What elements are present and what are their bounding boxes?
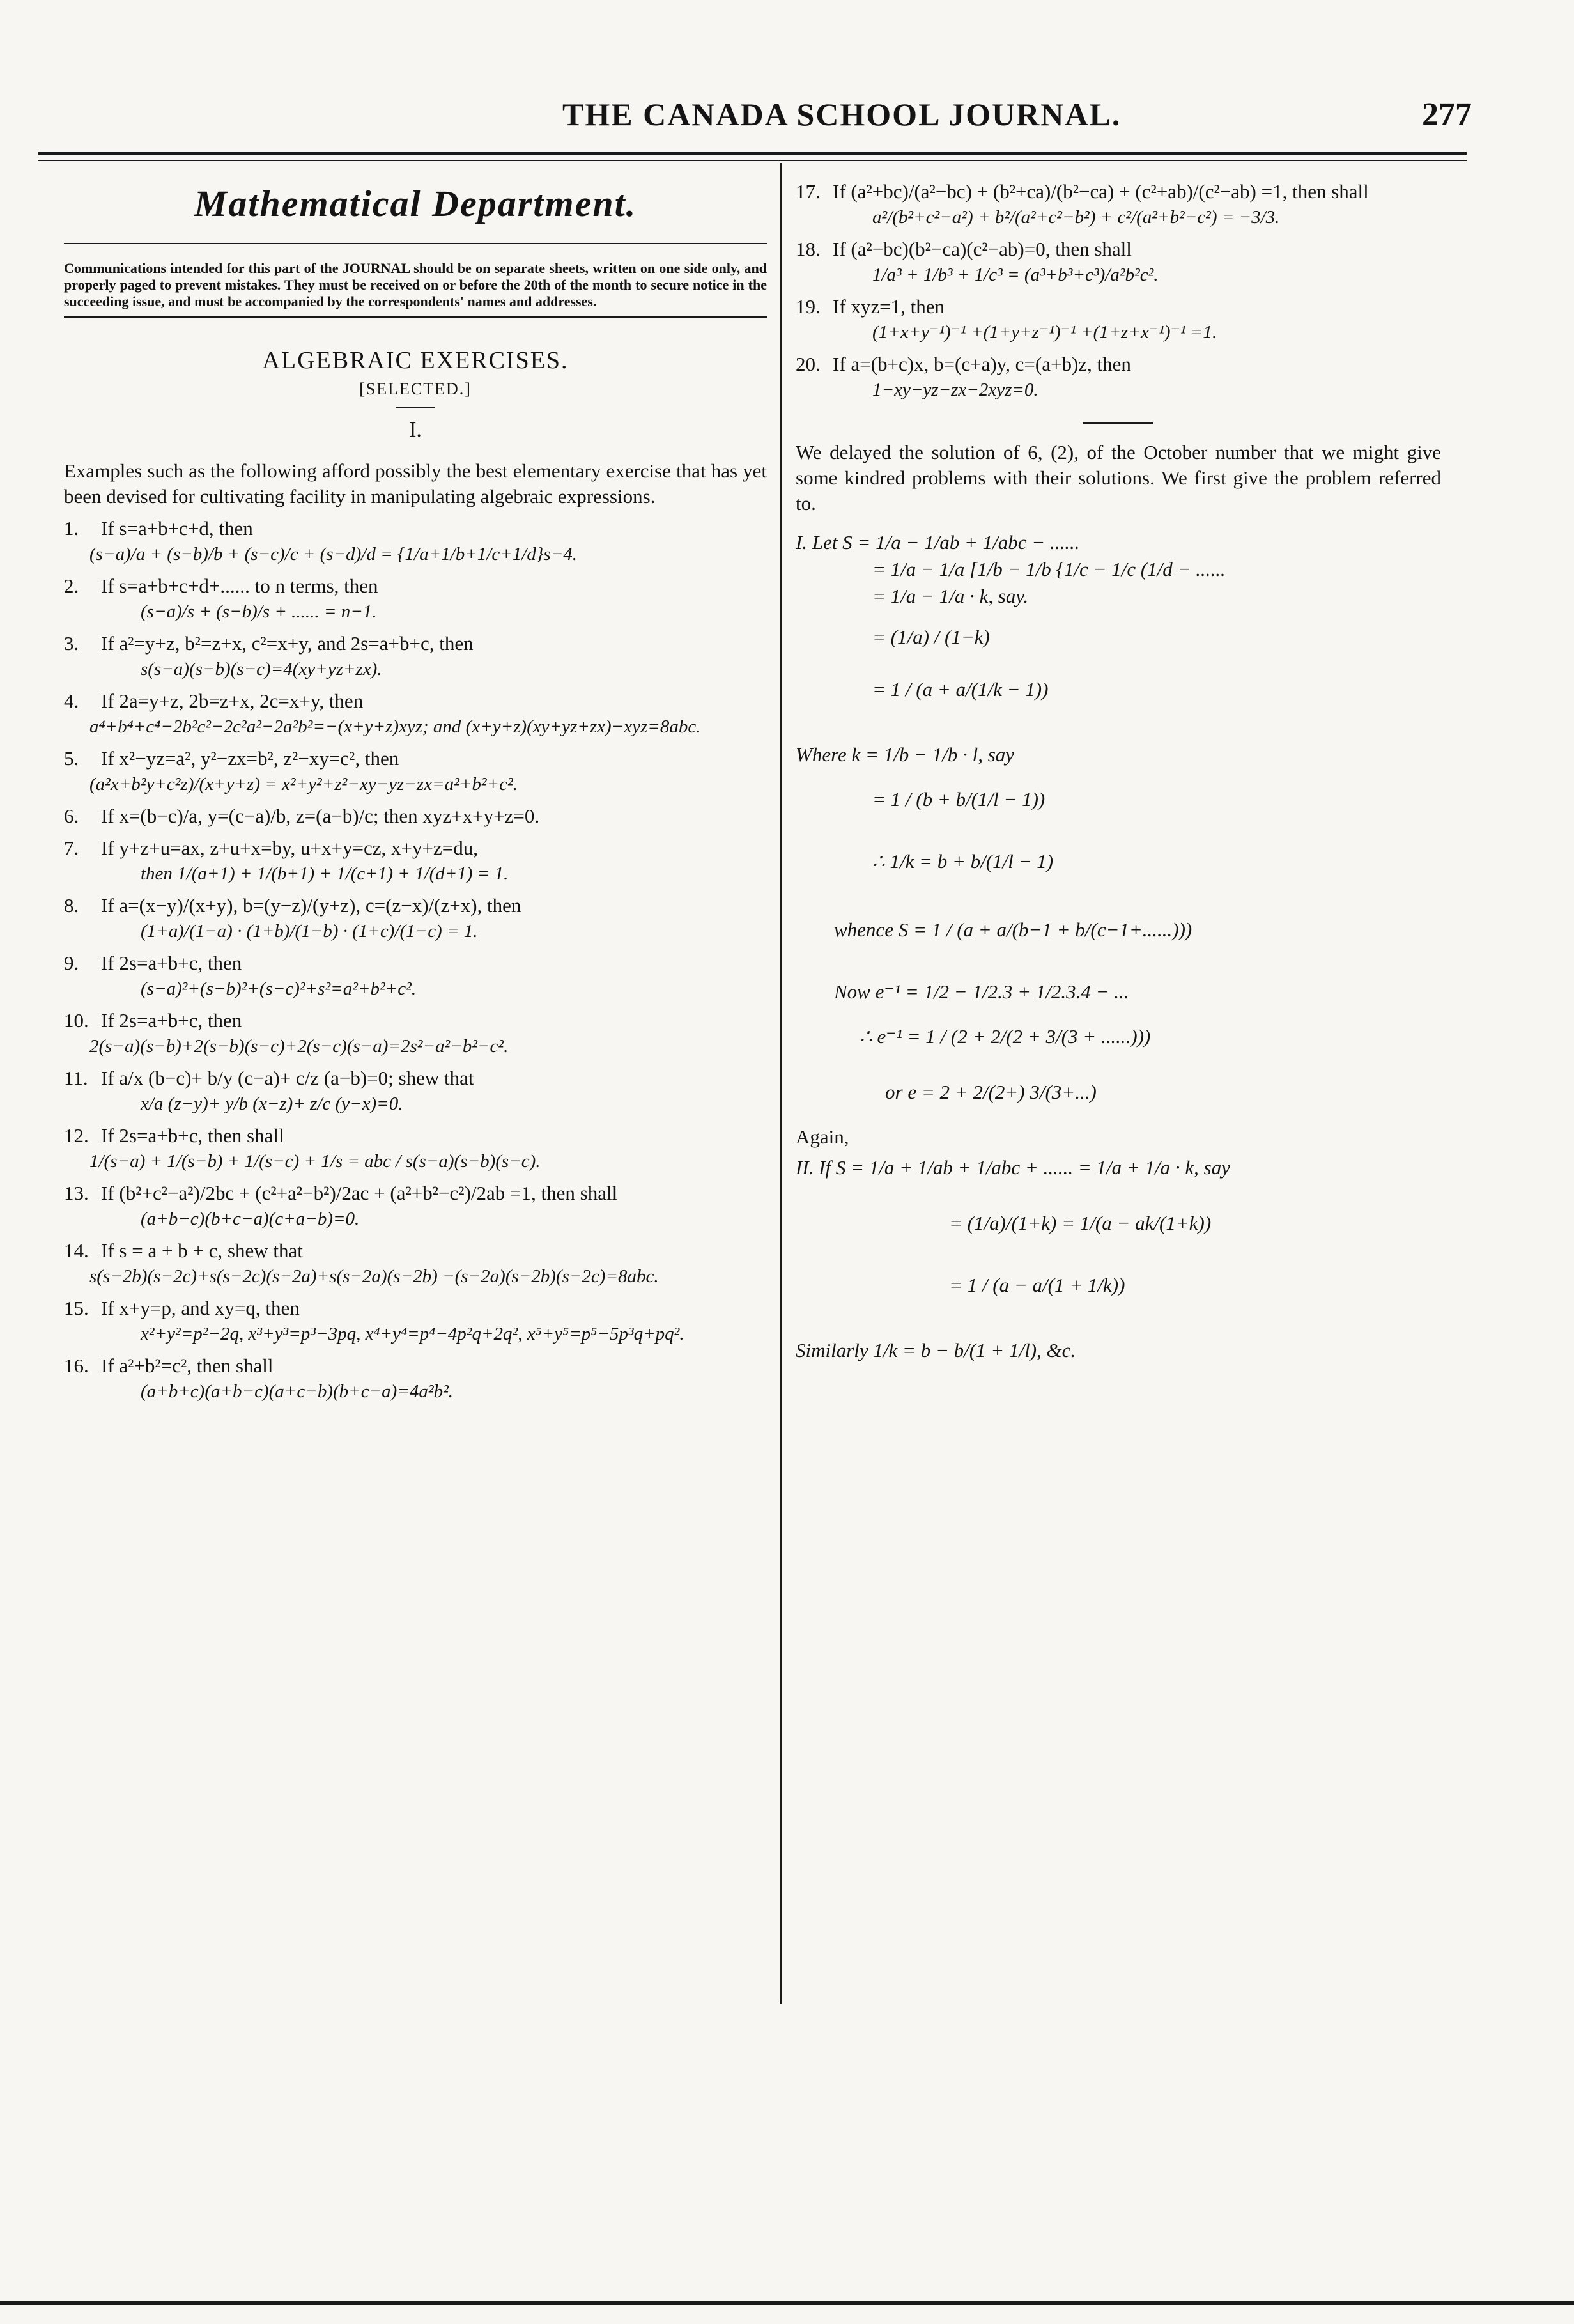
exercise-item — [64, 1238, 767, 1289]
exercise-item — [796, 352, 1441, 403]
exercise-text: If s = a + b + c, shew that — [101, 1239, 303, 1262]
exercise-text: If (a²−bc)(b²−ca)(c²−ab)=0, then shall — [833, 238, 1132, 260]
exercise-formula: x/a (z−y)+ y/b (x−z)+ z/c (y−x)=0. — [141, 1094, 403, 1114]
exercise-formula: (s−a)²+(s−b)²+(s−c)²+s²=a²+b²+c². — [141, 979, 417, 999]
divider — [396, 407, 435, 408]
solution-line: Again, — [796, 1126, 849, 1148]
solution-line: Now e⁻¹ = 1/2 − 1/2.3 + 1/2.3.4 − ... — [834, 980, 1129, 1003]
exercise-text: If y+z+u=ax, z+u+x=by, u+x+y=cz, x+y+z=du, — [101, 837, 478, 859]
exercise-item — [64, 688, 767, 740]
section-number: I. — [409, 418, 422, 442]
solution-block — [796, 529, 1441, 1364]
page-number: 277 — [1422, 97, 1472, 133]
exercise-item — [64, 631, 767, 682]
exercise-text: If a/x (b−c)+ b/y (c−a)+ c/z (a−b)=0; shew that — [101, 1067, 474, 1089]
exercise-formula: 1/a³ + 1/b³ + 1/c³ = (a³+b³+c³)/a²b²c². — [872, 265, 1159, 285]
exercise-formula: 1/(s−a) + 1/(s−b) + 1/(s−c) + 1/s = abc / s(s−a)(s−b)(s−c). — [89, 1151, 541, 1172]
exercise-number: 14. — [64, 1239, 89, 1262]
exercise-text: If x²−yz=a², y²−zx=b², z²−xy=c², then — [101, 747, 399, 770]
exercise-formula: 1−xy−yz−zx−2xyz=0. — [872, 380, 1038, 400]
right-column — [796, 173, 1441, 1364]
exercise-number: 11. — [64, 1067, 88, 1089]
exercise-text: If a²=y+z, b²=z+x, c²=x+y, and 2s=a+b+c, then — [101, 632, 474, 655]
submission-notice: Communications intended for this part of the JOURNAL should be on separate sheets, written on one side only, and properly paged to prevent mistakes. They must be received on or before the 20th of the month to secure notice in the succeeding issue, and must be accompanied by the correspondents' names and addresses. — [64, 260, 767, 309]
exercise-number: 17. — [796, 180, 821, 203]
exercise-formula: a²/(b²+c²−a²) + b²/(a²+c²−b²) + c²/(a²+b²−c²) = −3/3. — [872, 207, 1280, 228]
exercise-text: If 2s=a+b+c, then shall — [101, 1124, 284, 1147]
exercise-formula: then 1/(a+1) + 1/(b+1) + 1/(c+1) + 1/(d+1) = 1. — [141, 864, 509, 884]
solution-line: = (1/a) / (1−k) — [872, 626, 990, 648]
exercise-text: If 2s=a+b+c, then — [101, 1009, 242, 1032]
divider — [1083, 422, 1153, 424]
exercise-number: 10. — [64, 1009, 89, 1032]
exercise-formula: 2(s−a)(s−b)+2(s−b)(s−c)+2(s−c)(s−a)=2s²−a²−b²−c². — [89, 1036, 509, 1057]
exercise-number: 1. — [64, 517, 79, 539]
exercise-item — [796, 236, 1441, 288]
department-title: Mathematical Department. — [194, 183, 637, 224]
solution-line: I. Let S = 1/a − 1/ab + 1/abc − ...... — [796, 531, 1080, 554]
exercise-number: 2. — [64, 575, 79, 597]
exercise-number: 20. — [796, 353, 821, 375]
header-rule-thin — [38, 160, 1467, 161]
exercise-formula: (a²x+b²y+c²z)/(x+y+z) = x²+y²+z²−xy−yz−zx=a²+b²+c². — [89, 774, 518, 794]
exercise-item — [796, 179, 1441, 230]
header-rule — [38, 152, 1467, 155]
solution-line: II. If S = 1/a + 1/ab + 1/abc + ...... = 1/a + 1/a · k, say — [796, 1156, 1231, 1179]
exercise-text: If s=a+b+c+d, then — [101, 517, 253, 539]
exercise-number: 18. — [796, 238, 821, 260]
exercise-text: If s=a+b+c+d+...... to n terms, then — [101, 575, 378, 597]
exercise-item — [64, 1181, 767, 1232]
exercise-formula: s(s−2b)(s−2c)+s(s−2c)(s−2a)+s(s−2a)(s−2b) −(s−2a)(s−2b)(s−2c)=8abc. — [89, 1266, 659, 1287]
exercise-formula: (1+a)/(1−a) · (1+b)/(1−b) · (1+c)/(1−c) = 1. — [141, 921, 478, 941]
exercise-text: If a=(b+c)x, b=(c+a)y, c=(a+b)z, then — [833, 353, 1131, 375]
exercise-formula: (a+b+c)(a+b−c)(a+c−b)(b+c−a)=4a²b². — [141, 1381, 454, 1402]
divider — [64, 316, 767, 318]
exercise-formula: s(s−a)(s−b)(s−c)=4(xy+yz+zx). — [141, 659, 382, 679]
exercise-number: 7. — [64, 837, 79, 859]
exercise-text: If a=(x−y)/(x+y), b=(y−z)/(y+z), c=(z−x)/(z+x), then — [101, 894, 521, 917]
journal-title: THE CANADA SCHOOL JOURNAL. — [562, 97, 1122, 132]
page-bottom-rule — [0, 2301, 1574, 2305]
exercise-number: 6. — [64, 805, 79, 827]
exercise-number: 3. — [64, 632, 79, 655]
solution-line: whence S = 1 / (a + a/(b−1 + b/(c−1+......))) — [834, 918, 1192, 941]
solution-line: = 1 / (a + a/(1/k − 1)) — [872, 678, 1049, 701]
column-divider — [780, 163, 782, 2004]
solution-line: = 1/a − 1/a [1/b − 1/b {1/c − 1/c (1/d − ...... — [872, 558, 1226, 580]
exercise-item — [64, 1296, 767, 1347]
exercise-item — [64, 950, 767, 1002]
solution-line: = 1 / (b + b/(1/l − 1)) — [872, 788, 1045, 810]
section-subtitle: [SELECTED.] — [359, 380, 472, 398]
exercise-item — [64, 835, 767, 887]
exercise-formula: (s−a)/a + (s−b)/b + (s−c)/c + (s−d)/d = {1/a+1/b+1/c+1/d}s−4. — [89, 544, 578, 564]
section-title: ALGEBRAIC EXERCISES. — [262, 347, 569, 374]
exercise-text: If a²+b²=c², then shall — [101, 1354, 274, 1377]
exercise-formula: (a+b−c)(b+c−a)(c+a−b)=0. — [141, 1209, 360, 1229]
divider — [64, 243, 767, 244]
exercise-item — [64, 803, 767, 829]
exercise-item — [64, 1065, 767, 1117]
exercise-number: 12. — [64, 1124, 89, 1147]
solution-line: = 1/a − 1/a · k, say. — [872, 585, 1029, 607]
exercise-text: If 2a=y+z, 2b=z+x, 2c=x+y, then — [101, 690, 364, 712]
exercise-item — [64, 893, 767, 944]
exercise-item — [64, 516, 767, 567]
exercise-text: If (a²+bc)/(a²−bc) + (b²+ca)/(b²−ca) + (c²+ab)/(c²−ab) =1, then shall — [833, 180, 1369, 203]
exercise-formula: a⁴+b⁴+c⁴−2b²c²−2c²a²−2a²b²=−(x+y+z)xyz; and (x+y+z)(xy+yz+zx)−xyz=8abc. — [89, 717, 701, 737]
exercise-formula: x²+y²=p²−2q, x³+y³=p³−3pq, x⁴+y⁴=p⁴−4p²q+2q², x⁵+y⁵=p⁵−5p³q+pq². — [141, 1324, 684, 1344]
exercise-text: If xyz=1, then — [833, 295, 945, 318]
exercise-number: 15. — [64, 1297, 89, 1319]
exercise-formula: (s−a)/s + (s−b)/s + ...... = n−1. — [141, 601, 377, 622]
solution-line: = 1 / (a − a/(1 + 1/k)) — [949, 1274, 1125, 1296]
delay-paragraph: We delayed the solution of 6, (2), of the October number that we might give some kindred problems with their solutions. We first give the problem referred to. — [796, 441, 1441, 515]
exercise-number: 13. — [64, 1182, 89, 1204]
exercise-number: 8. — [64, 894, 79, 917]
exercise-number: 16. — [64, 1354, 89, 1377]
solution-line: ∴ e⁻¹ = 1 / (2 + 2/(2 + 3/(3 + ......))) — [860, 1025, 1151, 1048]
exercise-item — [64, 1123, 767, 1174]
left-column — [64, 169, 767, 1404]
exercise-item — [796, 294, 1441, 345]
exercise-number: 9. — [64, 952, 79, 974]
exercise-text: If x+y=p, and xy=q, then — [101, 1297, 300, 1319]
solution-line: or e = 2 + 2/(2+) 3/(3+...) — [885, 1081, 1097, 1103]
exercise-text: If (b²+c²−a²)/2bc + (c²+a²−b²)/2ac + (a²+b²−c²)/2ab =1, then shall — [101, 1182, 618, 1204]
running-head — [0, 96, 1574, 134]
exercise-number: 19. — [796, 295, 821, 318]
exercise-number: 4. — [64, 690, 79, 712]
solution-line: Where k = 1/b − 1/b · l, say — [796, 743, 1015, 766]
intro-paragraph: Examples such as the following afford possibly the best elementary exercise that has yet been devised for cultivating facility in manipulating algebraic expressions. — [64, 460, 767, 507]
exercise-item — [64, 746, 767, 797]
exercise-item — [64, 1008, 767, 1059]
solution-line: = (1/a)/(1+k) = 1/(a − ak/(1+k)) — [949, 1212, 1212, 1234]
exercise-item — [64, 573, 767, 624]
exercise-number: 5. — [64, 747, 79, 770]
solution-line: Similarly 1/k = b − b/(1 + 1/l), &c. — [796, 1339, 1076, 1361]
solution-line: ∴ 1/k = b + b/(1/l − 1) — [872, 850, 1054, 872]
exercise-text: If x=(b−c)/a, y=(c−a)/b, z=(a−b)/c; then xyz+x+y+z=0. — [101, 805, 540, 827]
exercise-text: If 2s=a+b+c, then — [101, 952, 242, 974]
exercise-formula: (1+x+y⁻¹)⁻¹ +(1+y+z⁻¹)⁻¹ +(1+z+x⁻¹)⁻¹ =1. — [872, 322, 1217, 343]
exercise-item — [64, 1353, 767, 1404]
